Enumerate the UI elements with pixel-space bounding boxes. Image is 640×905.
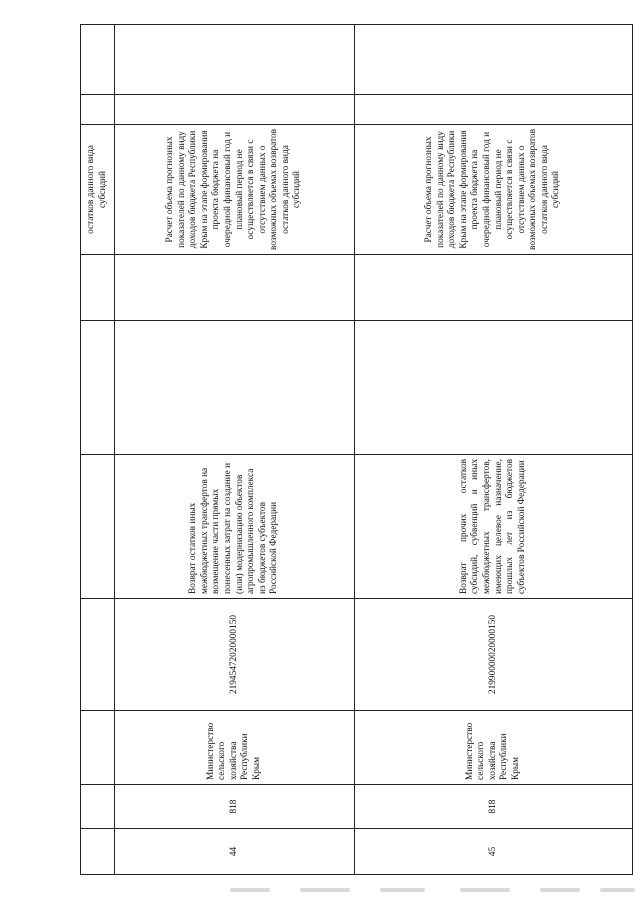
cell-empty-1 <box>81 321 115 455</box>
income-table <box>80 24 633 875</box>
admin-name: Министерство сельского хозяйства Республики Крым <box>115 711 355 785</box>
row-number: 45 <box>355 829 633 875</box>
cell-empty-2 <box>81 255 115 321</box>
admin-code: 818 <box>355 785 633 829</box>
cell-admin-name <box>81 711 115 785</box>
table-row <box>115 25 355 875</box>
cell-empty-3 <box>115 95 355 125</box>
table-row-partial <box>81 25 115 875</box>
kbk-code: 21945472020000150 <box>115 599 355 711</box>
cell-num <box>81 829 115 875</box>
cell-empty-1 <box>355 321 633 455</box>
cell-empty-3 <box>355 95 633 125</box>
income-name: Возврат остатков иных межбюджетных трансфертов на возмещение части прямых понесенных затрат на создание и (или) модернизацию объектов агропромышленного комплекса из бюджетов субъектов Российской Федерации <box>115 455 355 599</box>
method-description: Расчет объема прогнозных показателей по данному виду доходов бюджета Республики Крым на этапе формирования проекта бюджета на очередной финансовый год и плановый период не осуществляется в связи с отсутствием данных о возможных объемах возвратов остатков данного вида субсидий <box>355 125 633 255</box>
kbk-code: 21990000020000150 <box>355 599 633 711</box>
cell-empty-4 <box>115 25 355 95</box>
method-description: Расчет объема прогнозных показателей по данному виду доходов бюджета Республики Крым на этапе формирования проекта бюджета на очередной финансовый год и плановый период не осуществляется в связи с отсутствием данных о возможных объемах возвратов остатков данного вида субсидий <box>115 125 355 255</box>
scan-artifact-strip <box>230 888 640 898</box>
admin-name: Министерство сельского хозяйства Республики Крым <box>355 711 633 785</box>
row-number: 44 <box>115 829 355 875</box>
cell-empty-4 <box>81 25 115 95</box>
cell-empty-3 <box>81 95 115 125</box>
cell-income-name <box>81 455 115 599</box>
table-row <box>355 25 633 875</box>
admin-code: 818 <box>115 785 355 829</box>
income-name: Возврат прочих остатков субсидий, субвенций и иных межбюджетных трансфертов, имеющих целевое назначение, прошлых лет из бюджетов субъектов Российской Федерации <box>355 455 633 599</box>
cell-empty-2 <box>115 255 355 321</box>
cell-admin-code <box>81 785 115 829</box>
cell-method-partial: остатков данного вида субсидий <box>81 125 115 255</box>
cell-empty-2 <box>355 255 633 321</box>
cell-empty-1 <box>115 321 355 455</box>
rotated-table-wrapper <box>80 25 632 875</box>
cell-kbk <box>81 599 115 711</box>
cell-empty-4 <box>355 25 633 95</box>
